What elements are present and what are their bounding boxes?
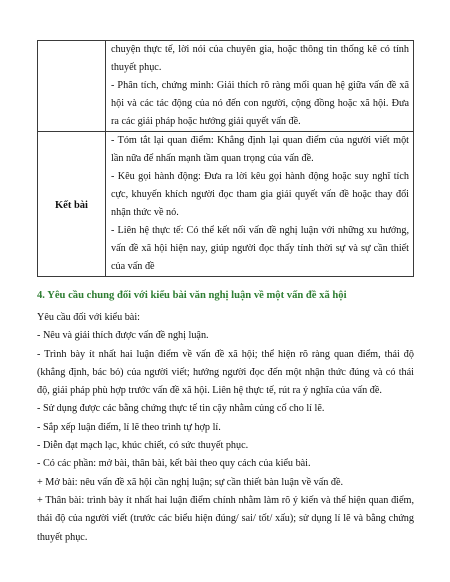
paragraph: - Có các phần: mở bài, thân bài, kết bài theo quy cách của kiểu bài. [37, 458, 311, 470]
label-cell [38, 132, 106, 277]
paragraph: - Diễn đạt mạch lạc, khúc chiết, có sức thuyết phục. [37, 440, 249, 452]
content-cell [106, 132, 414, 277]
empty-label-cell [38, 41, 106, 132]
table-paragraph: - Kêu gọi hành động: Đưa ra lời kêu gọi hành động hoặc suy nghĩ tích cực, khuyến khích người đọc tham gia giải quyết vấn đề hoặc thay đổi nhận thức về nó. [111, 171, 409, 218]
table-row [38, 132, 414, 277]
section-title: 4. Yêu cầu chung đối với kiểu bài văn nghị luận về một vấn đề xã hội [37, 290, 347, 301]
ket-bai-label: Kết bài [55, 200, 88, 211]
paragraph: Yêu cầu đối với kiểu bài: [37, 312, 140, 323]
paragraph: - Sử dụng được các bằng chứng thực tế tin cậy nhằm củng cố cho lí lẽ. [37, 403, 325, 415]
paragraph: + Mở bài: nêu vấn đề xã hội cần nghị luận; sự cần thiết bàn luận về vấn đề. [37, 476, 344, 488]
paragraph: + Thân bài: trình bày ít nhất hai luận điểm chính nhằm làm rõ ý kiến và thể hiện quan điểm, thái độ của người viết (trước các biểu hiện đúng/ sai/ tốt/ xấu); sử dụng lí lẽ và bằng chứng thuyết phục. [37, 494, 414, 543]
table-paragraph: - Liên hệ thực tế: Có thể kết nối vấn đề nghị luận với những xu hướng, vấn đề xã hội hiện nay, giúp người đọc thấy tính thời sự và sự cần thiết của vấn đề [111, 225, 409, 272]
paragraph: - Nêu và giải thích được vấn đề nghị luận. [37, 330, 209, 342]
table-paragraph: - Tóm tắt lại quan điểm: Khẳng định lại quan điểm của người viết một lần nữa để nhấn mạnh tầm quan trọng của vấn đề. [111, 135, 409, 164]
table-row [38, 41, 414, 132]
table-paragraph: chuyện thực tế, lời nói của chuyên gia, hoặc thông tin thống kê có tính thuyết phục. [111, 44, 409, 73]
table-paragraph: - Phân tích, chứng minh: Giải thích rõ ràng mối quan hệ giữa vấn đề xã hội và các tác động của nó đến con người, cộng đồng hoặc xã hội. Đưa ra các giải pháp hoặc hướng giải quyết vấn đề. [111, 80, 409, 127]
content-cell [106, 41, 414, 132]
section-block [37, 289, 414, 547]
paragraph: - Sắp xếp luận điểm, lí lẽ theo trình tự hợp lí. [37, 421, 221, 433]
paragraph: - Trình bày ít nhất hai luận điểm về vấn đề xã hội; thể hiện rõ ràng quan điểm, thái độ (khẳng định, bác bỏ) của người viết; hướng người đọc đến một nhận thức đúng và có thái độ, giải pháp phù hợp trước vấn đề xã hội. Liên hệ thực tế, rút ra ý nghĩa của vấn đề. [37, 348, 414, 397]
outline-table [37, 40, 414, 277]
